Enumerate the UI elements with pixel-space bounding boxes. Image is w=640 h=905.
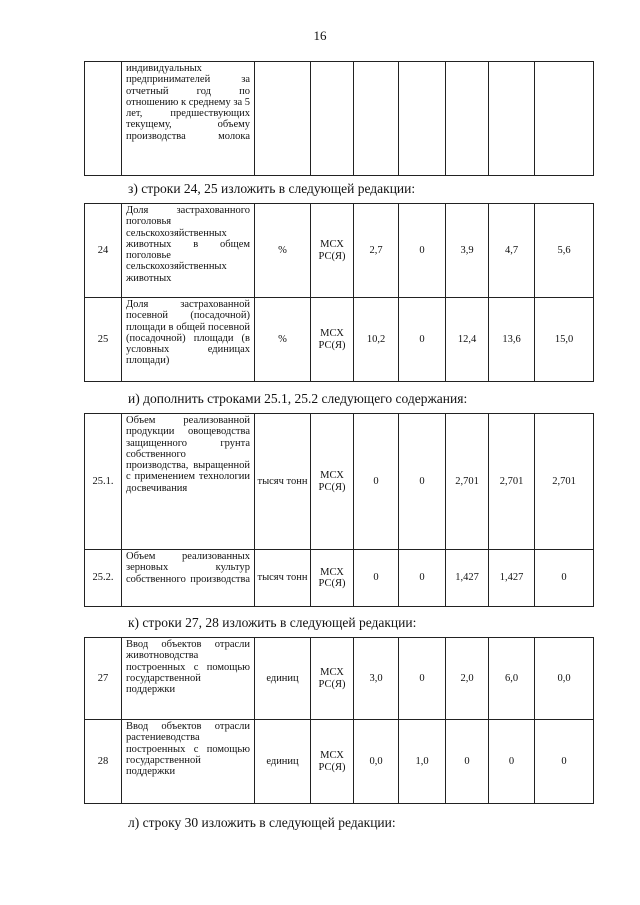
row-value-4: 4,7 [489,204,535,298]
instruction-z: з) строки 24, 25 изложить в следующей редакции: [128,181,416,196]
row-description: Доля застрахованного поголовья сельскохозяйственных животных в общем поголовье сельскохозяйственных животных [122,204,255,298]
table-rows-27-28 [84,637,594,804]
table-row [85,62,594,176]
table-row [85,638,594,720]
row-value-1: 3,0 [354,638,399,720]
row-value-2: 0 [399,298,446,382]
table-row [85,550,594,607]
row-number [85,62,122,176]
row-value-4: 0 [489,720,535,804]
row-organization: МСХ РС(Я) [311,204,354,298]
row-value-2 [399,62,446,176]
row-description: Объем реализованных зерновых культур собственного производства [122,550,255,607]
row-number: 27 [85,638,122,720]
page-number: 16 [313,28,327,43]
table-rows-25-1-25-2 [84,413,594,607]
row-organization: МСХ РС(Я) [311,414,354,550]
row-description: Доля застрахованной посевной (посадочной) площади в общей посевной (посадочной) площади (в условных единицах площади) [122,298,255,382]
row-value-3: 0 [446,720,489,804]
row-value-4 [489,62,535,176]
row-value-2: 0 [399,414,446,550]
row-unit: тысяч тонн [255,414,311,550]
row-value-1: 0 [354,414,399,550]
row-value-2: 0 [399,550,446,607]
table-continuation [84,61,594,176]
row-number: 24 [85,204,122,298]
row-number: 25.1. [85,414,122,550]
instruction-k: к) строки 27, 28 изложить в следующей редакции: [128,615,417,630]
row-unit: тысяч тонн [255,550,311,607]
row-description: Ввод объектов отрасли растениеводства построенных с помощью государственной поддержки [122,720,255,804]
row-value-5: 15,0 [535,298,594,382]
table-row [85,298,594,382]
table-row [85,414,594,550]
row-value-1: 0,0 [354,720,399,804]
row-organization [311,62,354,176]
row-organization: МСХ РС(Я) [311,550,354,607]
row-value-2: 1,0 [399,720,446,804]
row-number: 25 [85,298,122,382]
instruction-l: л) строку 30 изложить в следующей редакции: [128,815,396,830]
row-value-4: 2,701 [489,414,535,550]
row-unit: % [255,298,311,382]
row-value-5: 0 [535,550,594,607]
row-value-4: 1,427 [489,550,535,607]
row-value-3: 2,0 [446,638,489,720]
row-value-1: 0 [354,550,399,607]
row-value-2: 0 [399,638,446,720]
row-value-3: 2,701 [446,414,489,550]
row-value-1: 2,7 [354,204,399,298]
row-value-5: 0,0 [535,638,594,720]
row-value-1: 10,2 [354,298,399,382]
row-unit: единиц [255,638,311,720]
row-value-2: 0 [399,204,446,298]
table-row [85,720,594,804]
row-value-4: 13,6 [489,298,535,382]
table-row [85,204,594,298]
row-organization: МСХ РС(Я) [311,298,354,382]
row-number: 25.2. [85,550,122,607]
row-description: Объем реализованной продукции овощеводства защищенного грунта собственного производства, выращенной с применением технологии досвечивания [122,414,255,550]
row-description: индивидуальных предпринимателей за отчетный год по отношению к среднему за 5 лет, предшествующих текущему, объему производства молока [122,62,255,176]
row-organization: МСХ РС(Я) [311,720,354,804]
row-value-3: 12,4 [446,298,489,382]
row-value-4: 6,0 [489,638,535,720]
row-number: 28 [85,720,122,804]
row-value-3: 3,9 [446,204,489,298]
row-organization: МСХ РС(Я) [311,638,354,720]
table-rows-24-25 [84,203,594,382]
row-value-5: 0 [535,720,594,804]
row-value-5: 5,6 [535,204,594,298]
row-value-5: 2,701 [535,414,594,550]
row-unit [255,62,311,176]
row-description: Ввод объектов отрасли животноводства построенных с помощью государственной поддержки [122,638,255,720]
row-value-1 [354,62,399,176]
row-value-3: 1,427 [446,550,489,607]
instruction-i: и) дополнить строками 25.1, 25.2 следующего содержания: [128,391,468,406]
row-unit: единиц [255,720,311,804]
row-unit: % [255,204,311,298]
row-value-3 [446,62,489,176]
row-value-5 [535,62,594,176]
